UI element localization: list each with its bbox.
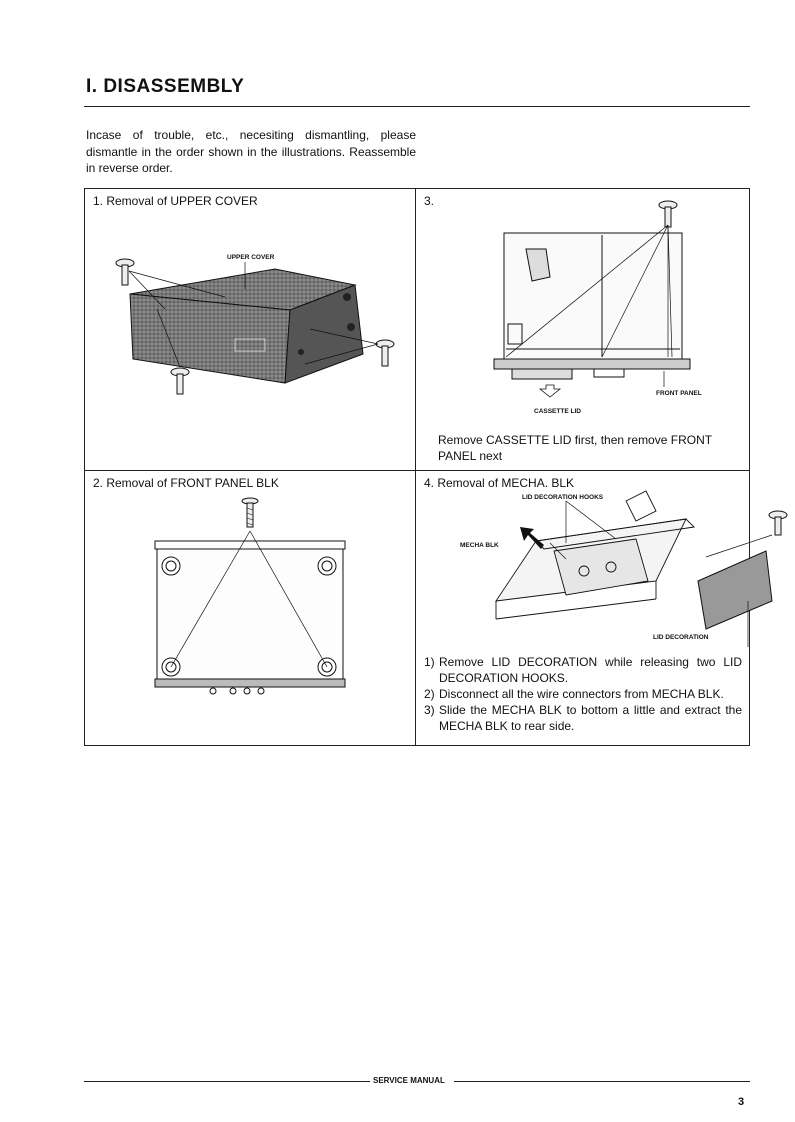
footer-rule-left [84, 1081, 370, 1082]
step-1-cell [85, 189, 416, 471]
instruction-text: Remove LID DECORATION while releasing two LID DECORATION HOOKS. [439, 655, 742, 685]
step-2-caption: 2. Removal of FRONT PANEL BLK [93, 476, 279, 490]
front-panel-blk-illustration [85, 471, 416, 745]
screw-right [376, 340, 394, 366]
page-title: I. DISASSEMBLY [86, 76, 245, 97]
disassembly-steps-grid [84, 188, 750, 746]
instruction-item [424, 686, 742, 702]
upper-cover-illustration [85, 189, 416, 471]
lid-decoration-label: LID DECORATION [653, 634, 709, 641]
instruction-number: 2) [424, 687, 435, 701]
footer-rule-right [454, 1081, 750, 1082]
cover-front-face [130, 294, 290, 383]
lid-decoration-label-wrap [653, 631, 753, 643]
step-4-caption: 4. Removal of MECHA. BLK [424, 476, 575, 490]
mecha-blk-label: MECHA BLK [460, 542, 499, 549]
step-3-cell [416, 189, 749, 471]
title-divider [84, 106, 750, 107]
step-3-note: Remove CASSETTE LID first, then remove FRONT PANEL next [438, 433, 712, 463]
screw-bottom [171, 368, 189, 394]
front-panel-illustration [416, 189, 749, 471]
mecha-blk-illustration [416, 471, 749, 651]
arrow-up-icon [520, 527, 544, 549]
intro-paragraph: Incase of trouble, etc., necesiting dismantling, please dismantle in the order shown in the illustrations. Reassemble in reverse order. [86, 128, 416, 175]
screw-left [116, 259, 134, 285]
step-1-caption: 1. Removal of UPPER COVER [93, 194, 258, 208]
step-4-instructions [424, 654, 742, 734]
lid-decoration-part [698, 551, 772, 629]
screw-top [242, 498, 258, 527]
mounting-hole [318, 557, 336, 575]
instruction-number: 1) [424, 655, 435, 669]
instruction-item [424, 654, 742, 686]
instruction-item [424, 702, 742, 734]
instruction-number: 3) [424, 703, 435, 717]
instruction-text: Disconnect all the wire connectors from MECHA BLK. [439, 687, 724, 701]
upper-cover-label: UPPER COVER [227, 254, 275, 261]
step-3-caption: 3. [424, 194, 435, 208]
down-arrow-icon [540, 385, 560, 397]
cassette-lid-label: CASSETTE LID [534, 408, 581, 415]
footer-label: SERVICE MANUAL [373, 1076, 445, 1085]
page-number: 3 [738, 1096, 745, 1108]
instruction-text: Slide the MECHA BLK to bottom a little and extract the MECHA BLK to rear side. [439, 703, 742, 733]
step-4-cell [416, 471, 749, 745]
lid-decoration-hooks-label: LID DECORATION HOOKS [522, 494, 604, 501]
screw-right [769, 511, 787, 535]
mounting-hole [162, 557, 180, 575]
step-2-cell [85, 471, 416, 745]
front-panel-label: FRONT PANEL [656, 390, 702, 397]
screw-top [659, 201, 677, 227]
